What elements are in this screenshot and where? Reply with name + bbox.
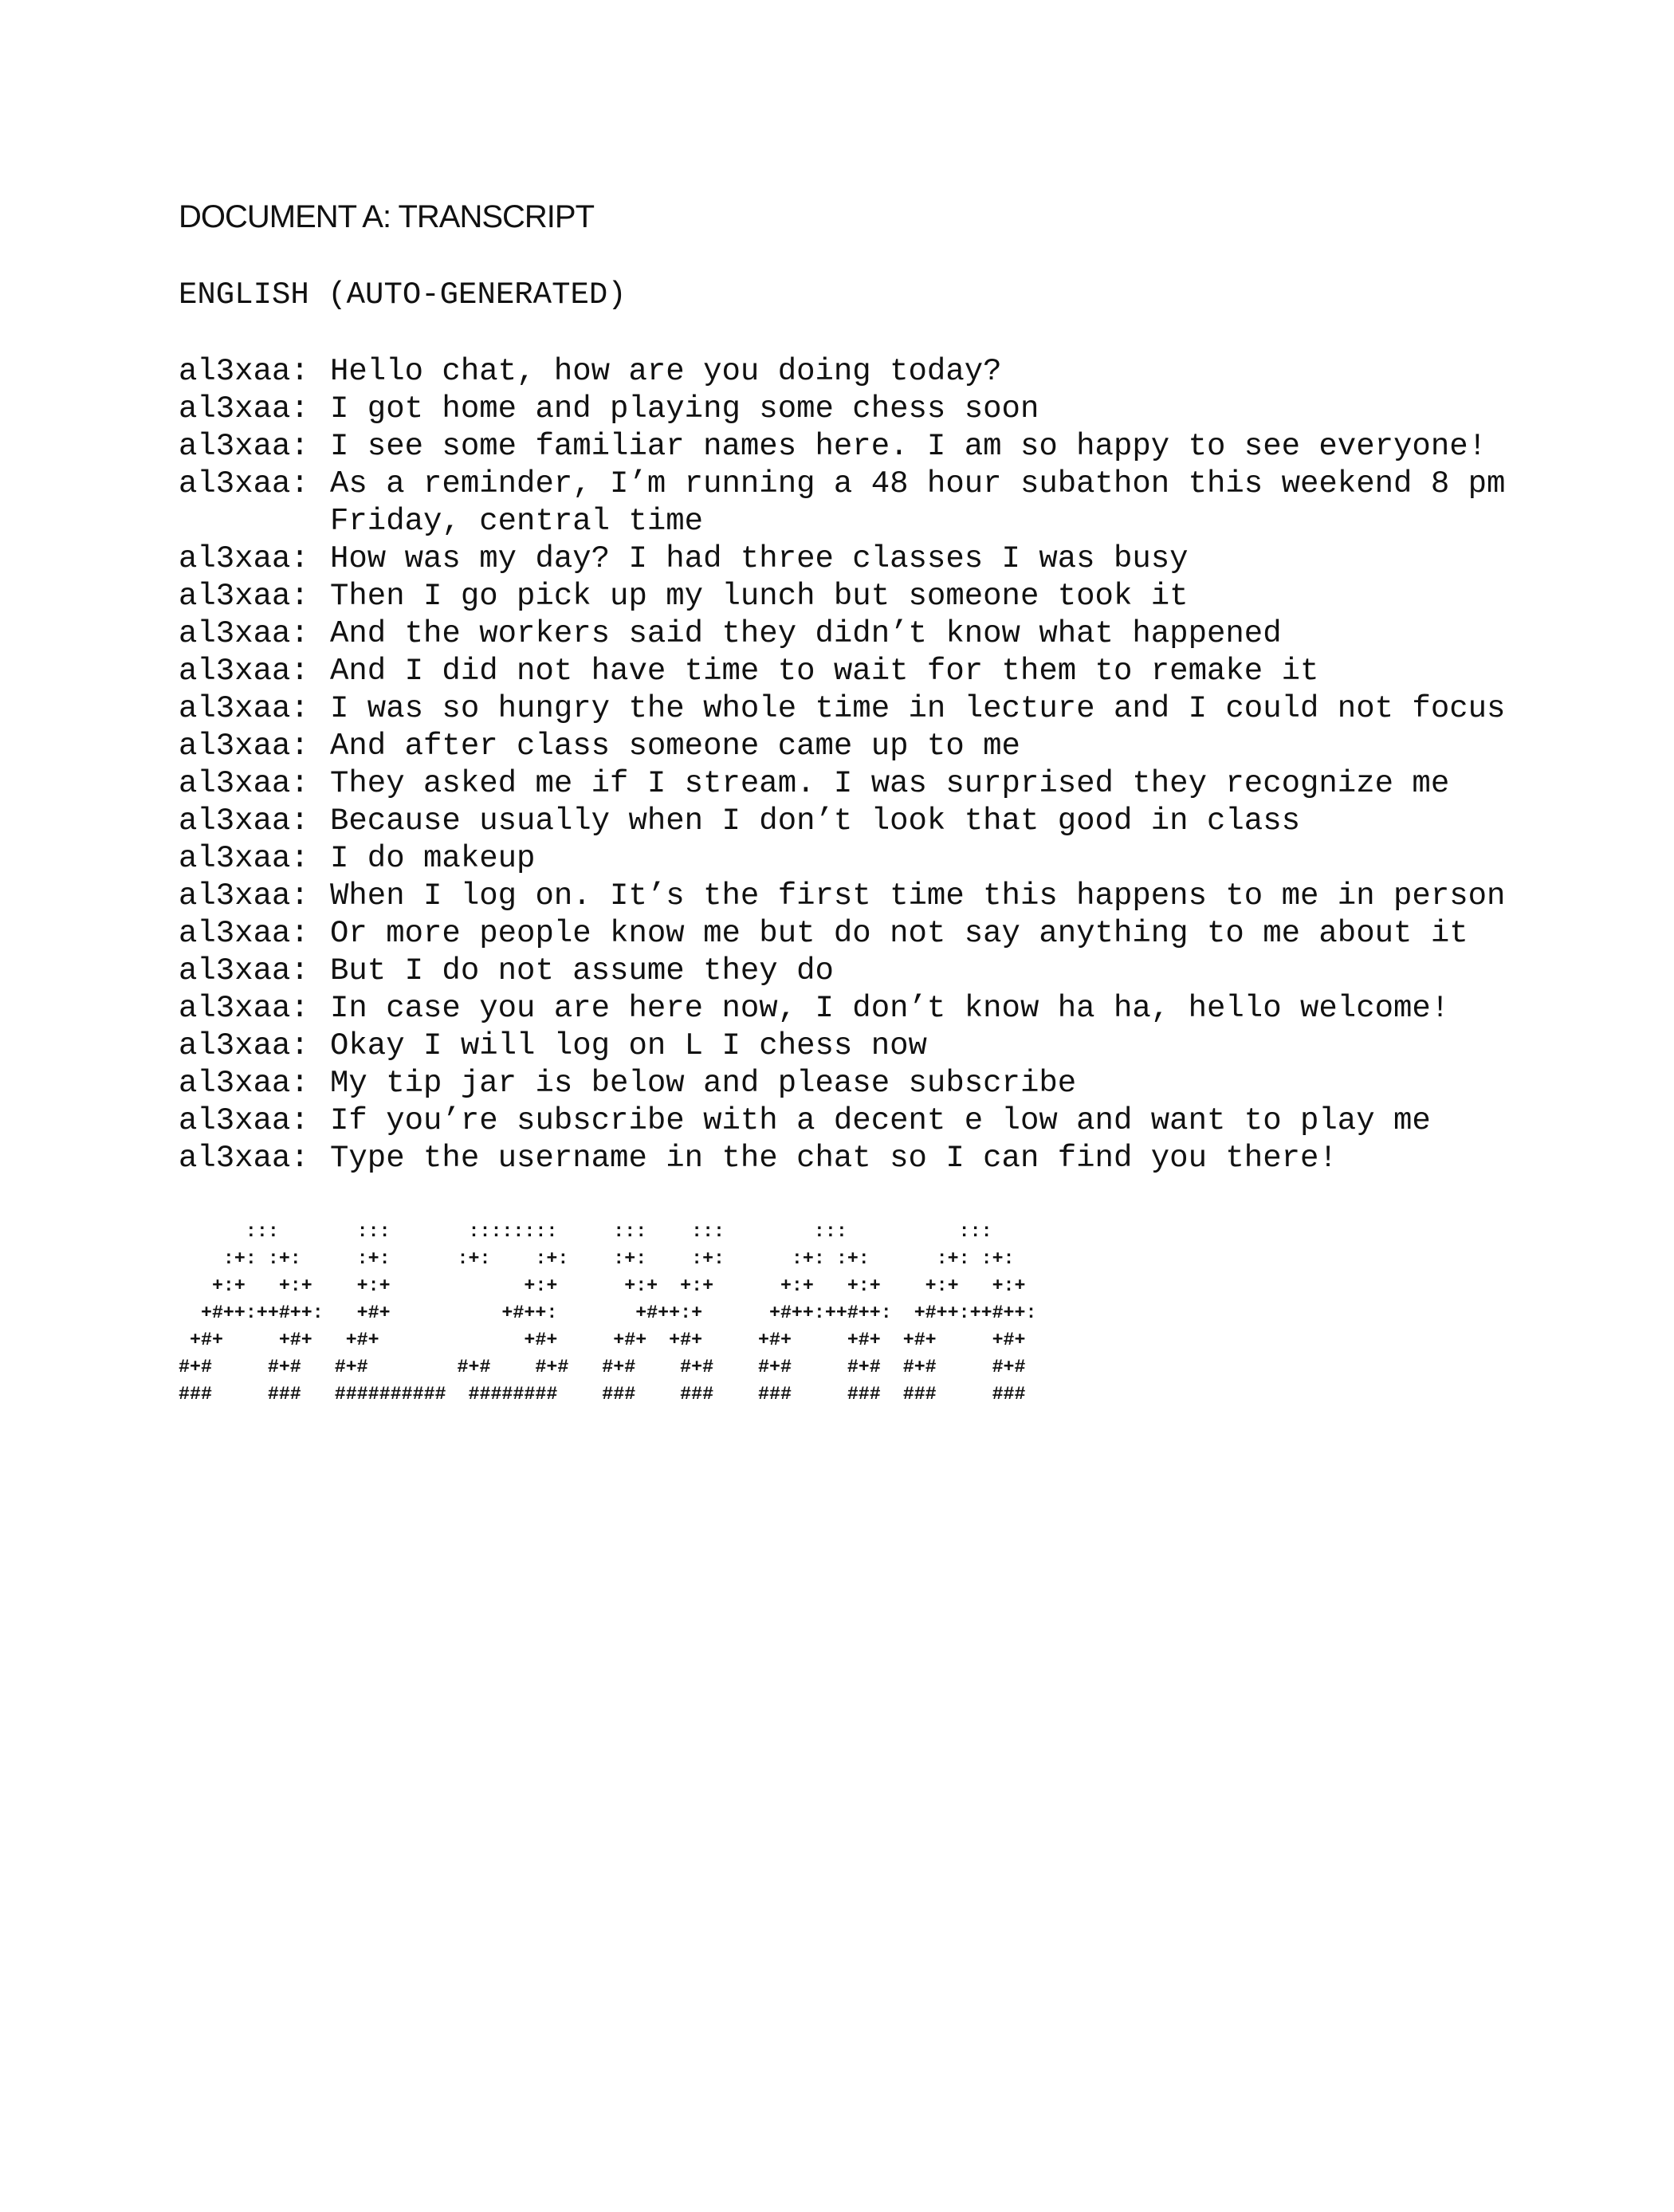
speaker-name: al3xaa: [179,803,309,839]
transcript-line [179,915,1534,953]
speaker-name: al3xaa: [179,616,309,651]
speaker-name: al3xaa: [179,579,309,614]
speaker-name: al3xaa: [179,1141,309,1176]
speaker-name: al3xaa: [179,541,309,576]
transcript-line [179,840,1534,878]
speaker-name: al3xaa: [179,691,309,726]
speaker-name: al3xaa: [179,766,309,801]
transcript-line [179,653,1534,690]
transcript-line [179,728,1534,765]
transcript-line [179,1140,1534,1177]
message-text: Okay I will log on L I chess now [330,1028,927,1063]
message-text: Type the username in the chat so I can find you there! [330,1141,1338,1176]
transcript-line [179,353,1534,391]
message-text: I do makeup [330,841,536,876]
message-text: My tip jar is below and please subscribe [330,1066,1077,1101]
document-title: DOCUMENT A: TRANSCRIPT [179,199,595,234]
speaker-name: al3xaa: [179,991,309,1026]
speaker-name: al3xaa: [179,1103,309,1138]
message-text: And I did not have time to wait for them to remake it [330,654,1319,689]
message-text: Or more people know me but do not say anything to me about it [330,916,1468,951]
message-text: As a reminder, I’m running a 48 hour subathon this weekend 8 pm Friday, central time [330,466,1506,539]
transcript-line [179,690,1534,728]
transcript-line [179,953,1534,990]
speaker-name: al3xaa: [179,466,309,501]
message-text: I was so hungry the whole time in lecture and I could not focus [330,691,1506,726]
speaker-name: al3xaa: [179,391,309,426]
message-text: When I log on. It’s the first time this happens to me in person [330,878,1506,913]
message-text: Then I go pick up my lunch but someone took it [330,579,1189,614]
message-text: I see some familiar names here. I am so happy to see everyone! [330,429,1487,464]
message-text: But I do not assume they do [330,953,834,988]
speaker-name: al3xaa: [179,1028,309,1063]
transcript-line [179,990,1534,1027]
transcript-line [179,765,1534,803]
message-text: And after class someone came up to me [330,729,1020,764]
speaker-name: al3xaa: [179,841,309,876]
speaker-name: al3xaa: [179,354,309,389]
message-text: They asked me if I stream. I was surprised they recognize me [330,766,1450,801]
transcript-line [179,428,1534,466]
message-text: Hello chat, how are you doing today? [330,354,1002,389]
message-text: How was my day? I had three classes I was busy [330,541,1189,576]
transcript-line [179,803,1534,840]
transcript-line [179,1102,1534,1140]
speaker-name: al3xaa: [179,1066,309,1101]
speaker-name: al3xaa: [179,953,309,988]
ascii-art-banner: ::: ::: :::::::: ::: ::: ::: ::: :+: :+: :+: :+: :+: :+: :+: :+: :+: :+: :+: +:+ +:+ +:+ +:+ +:+ +:+ +:+ +:+ +:+ +:+ +#++:++#++: +#+ +#++: +#++:+ +#++:++#++: +#++:++#++: +#+ +#+ +#+ +#+ +#+ +#+ +#+ +#+ +#+ +#+ #+# #+# #+# #+# #+# #+# #+# #+# #+# #+# #+# ### ### ########## ######## ### ### ### ### ### ### [179,1221,1037,1405]
speaker-name: al3xaa: [179,429,309,464]
message-text: I got home and playing some chess soon [330,391,1039,426]
speaker-name: al3xaa: [179,729,309,764]
message-text: If you’re subscribe with a decent e low and want to play me [330,1103,1431,1138]
transcript-line [179,1065,1534,1102]
speaker-name: al3xaa: [179,878,309,913]
transcript [179,353,1534,1177]
speaker-name: al3xaa: [179,654,309,689]
transcript-line [179,1027,1534,1065]
message-text: In case you are here now, I don’t know ha ha, hello welcome! [330,991,1450,1026]
transcript-line [179,540,1534,578]
transcript-line [179,878,1534,915]
transcript-line [179,466,1534,540]
transcript-line [179,578,1534,615]
message-text: Because usually when I don’t look that good in class [330,803,1300,839]
transcript-line [179,615,1534,653]
speaker-name: al3xaa: [179,916,309,951]
language-label: ENGLISH (AUTO-GENERATED) [179,277,627,312]
transcript-line [179,391,1534,428]
message-text: And the workers said they didn’t know what happened [330,616,1282,651]
